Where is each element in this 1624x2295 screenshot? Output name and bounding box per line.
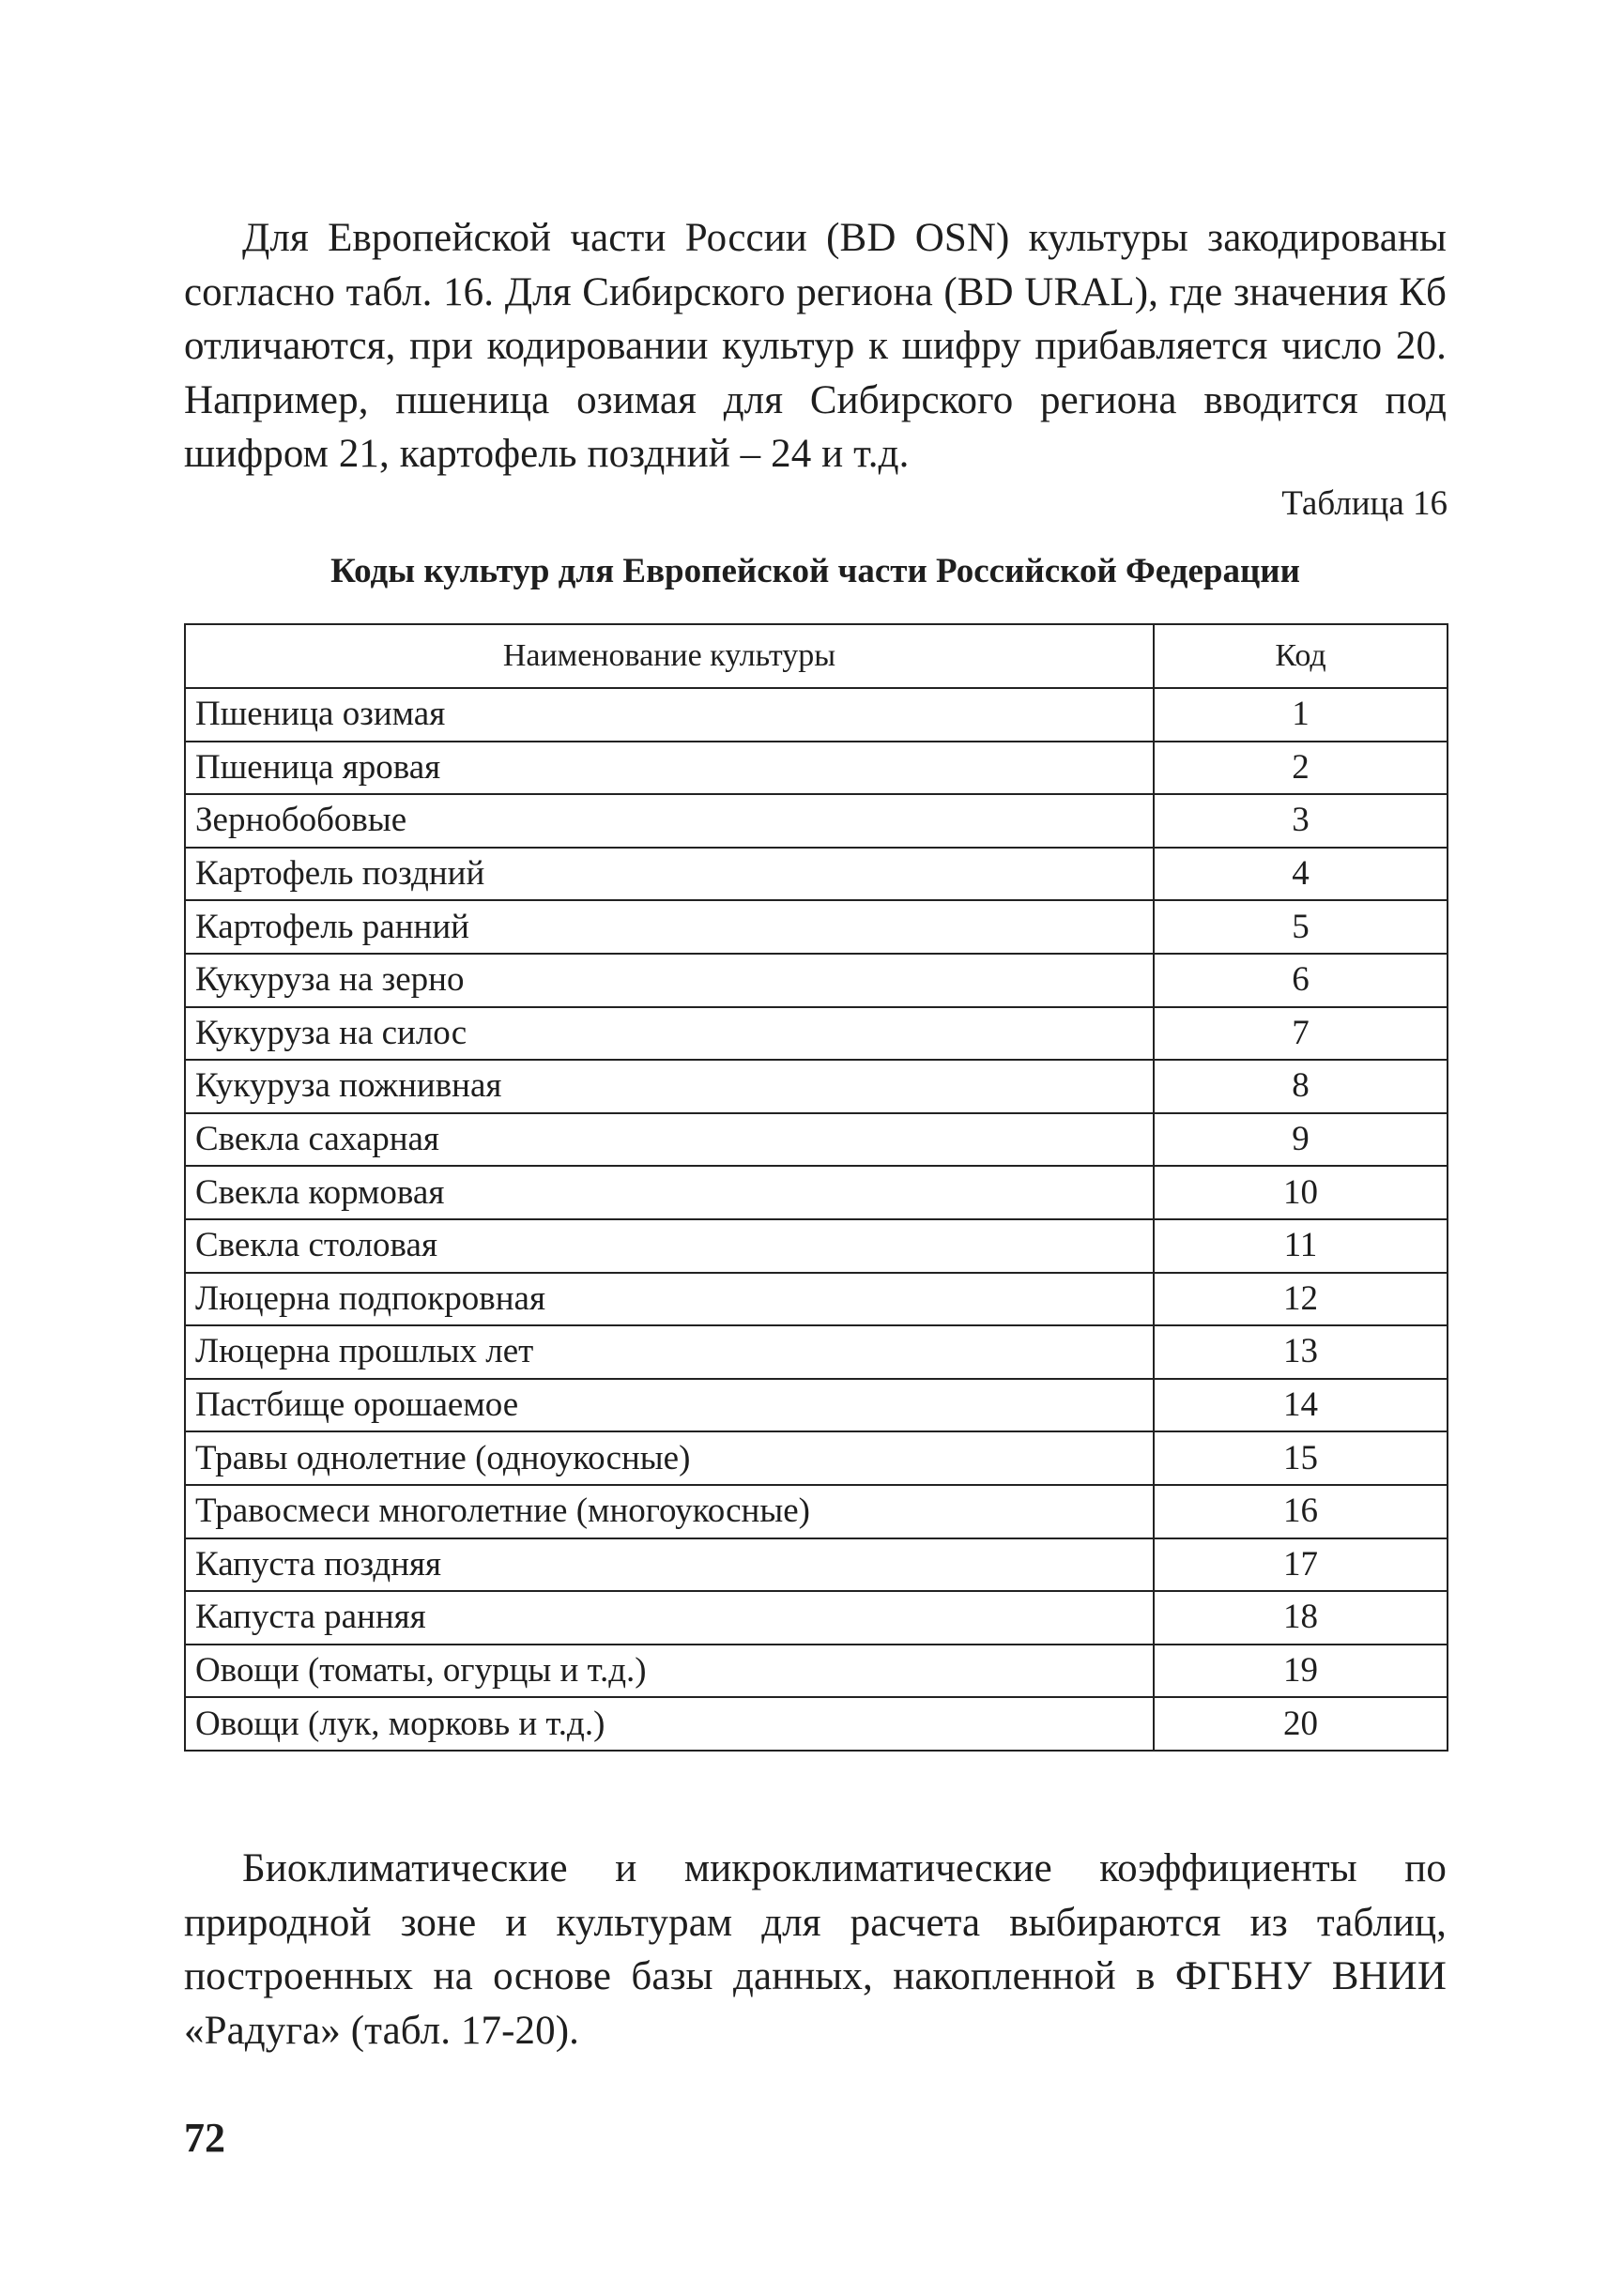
closing-paragraph: Биоклиматические и микроклиматические коэффициенты по природной зоне и культурам для расчета выбираются из таблиц, построенных на основе базы данных, накопленной в ФГБНУ ВНИИ «Радуга» (табл. 17-20). bbox=[184, 1846, 1447, 2053]
crop-name-cell: Овощи (лук, морковь и т.д.) bbox=[185, 1697, 1154, 1751]
table-row bbox=[185, 1325, 1448, 1379]
table-header-row bbox=[185, 624, 1448, 688]
crop-name-cell: Свекла кормовая bbox=[185, 1166, 1154, 1219]
crop-code-cell: 2 bbox=[1154, 742, 1448, 795]
crop-name-cell: Кукуруза на силос bbox=[185, 1007, 1154, 1061]
table-body bbox=[185, 688, 1448, 1751]
crop-name-cell: Кукуруза на зерно bbox=[185, 954, 1154, 1007]
table-row bbox=[185, 688, 1448, 742]
crop-code-cell: 10 bbox=[1154, 1166, 1448, 1219]
intro-paragraph: Для Европейской части России (BD OSN) культуры закодированы согласно табл. 16. Для Сибирского региона (BD URAL), где значения Кб отличаются, при кодировании культур к шифру прибавляется число 20. Например, пшеница озимая для Сибирского региона вводится под шифром 21, картофель поздний – 24 и т.д. bbox=[184, 216, 1447, 476]
column-header-crop-name: Наименование культуры bbox=[185, 624, 1154, 688]
table-row bbox=[185, 1166, 1448, 1219]
crop-codes-table bbox=[184, 623, 1448, 1752]
table-row bbox=[185, 954, 1448, 1007]
crop-code-cell: 6 bbox=[1154, 954, 1448, 1007]
table-row bbox=[185, 1219, 1448, 1273]
table-row bbox=[185, 1431, 1448, 1485]
crop-name-cell: Пастбище орошаемое bbox=[185, 1379, 1154, 1432]
crop-code-cell: 9 bbox=[1154, 1113, 1448, 1167]
table-title: Коды культур для Европейской части Российской Федерации bbox=[330, 552, 1300, 590]
crop-name-cell: Люцерна подпокровная bbox=[185, 1273, 1154, 1326]
table-row bbox=[185, 848, 1448, 901]
crop-name-cell: Кукуруза пожнивная bbox=[185, 1060, 1154, 1113]
crop-code-cell: 11 bbox=[1154, 1219, 1448, 1273]
crop-code-cell: 5 bbox=[1154, 900, 1448, 954]
table-number-label: Таблица 16 bbox=[1281, 484, 1448, 523]
crop-name-cell: Пшеница озимая bbox=[185, 688, 1154, 742]
crop-code-cell: 8 bbox=[1154, 1060, 1448, 1113]
crop-name-cell: Зернобобовые bbox=[185, 794, 1154, 848]
crop-code-cell: 7 bbox=[1154, 1007, 1448, 1061]
table-row bbox=[185, 1060, 1448, 1113]
table-row bbox=[185, 1485, 1448, 1538]
crop-code-cell: 20 bbox=[1154, 1697, 1448, 1751]
crop-name-cell: Картофель поздний bbox=[185, 848, 1154, 901]
crop-name-cell: Травосмеси многолетние (многоукосные) bbox=[185, 1485, 1154, 1538]
crop-name-cell: Люцерна прошлых лет bbox=[185, 1325, 1154, 1379]
crop-code-cell: 17 bbox=[1154, 1538, 1448, 1592]
column-header-code: Код bbox=[1154, 624, 1448, 688]
table-row bbox=[185, 1538, 1448, 1592]
table-row bbox=[185, 1273, 1448, 1326]
crop-code-cell: 3 bbox=[1154, 794, 1448, 848]
crop-code-cell: 1 bbox=[1154, 688, 1448, 742]
table-row bbox=[185, 1697, 1448, 1751]
crop-code-cell: 16 bbox=[1154, 1485, 1448, 1538]
crop-name-cell: Пшеница яровая bbox=[185, 742, 1154, 795]
table-row bbox=[185, 1379, 1448, 1432]
table-row bbox=[185, 1113, 1448, 1167]
table-row bbox=[185, 742, 1448, 795]
crop-code-cell: 4 bbox=[1154, 848, 1448, 901]
table-row bbox=[185, 1645, 1448, 1698]
crop-name-cell: Свекла столовая bbox=[185, 1219, 1154, 1273]
crop-name-cell: Картофель ранний bbox=[185, 900, 1154, 954]
crop-name-cell: Свекла сахарная bbox=[185, 1113, 1154, 1167]
page-number: 72 bbox=[184, 2115, 225, 2161]
crop-name-cell: Травы однолетние (одноукосные) bbox=[185, 1431, 1154, 1485]
table-row bbox=[185, 900, 1448, 954]
crop-name-cell: Капуста поздняя bbox=[185, 1538, 1154, 1592]
table-row bbox=[185, 794, 1448, 848]
crop-name-cell: Капуста ранняя bbox=[185, 1591, 1154, 1645]
crop-code-cell: 18 bbox=[1154, 1591, 1448, 1645]
crop-code-cell: 19 bbox=[1154, 1645, 1448, 1698]
crop-code-cell: 15 bbox=[1154, 1431, 1448, 1485]
crop-name-cell: Овощи (томаты, огурцы и т.д.) bbox=[185, 1645, 1154, 1698]
crop-code-cell: 12 bbox=[1154, 1273, 1448, 1326]
table-row bbox=[185, 1591, 1448, 1645]
crop-code-cell: 13 bbox=[1154, 1325, 1448, 1379]
table-row bbox=[185, 1007, 1448, 1061]
crop-code-cell: 14 bbox=[1154, 1379, 1448, 1432]
